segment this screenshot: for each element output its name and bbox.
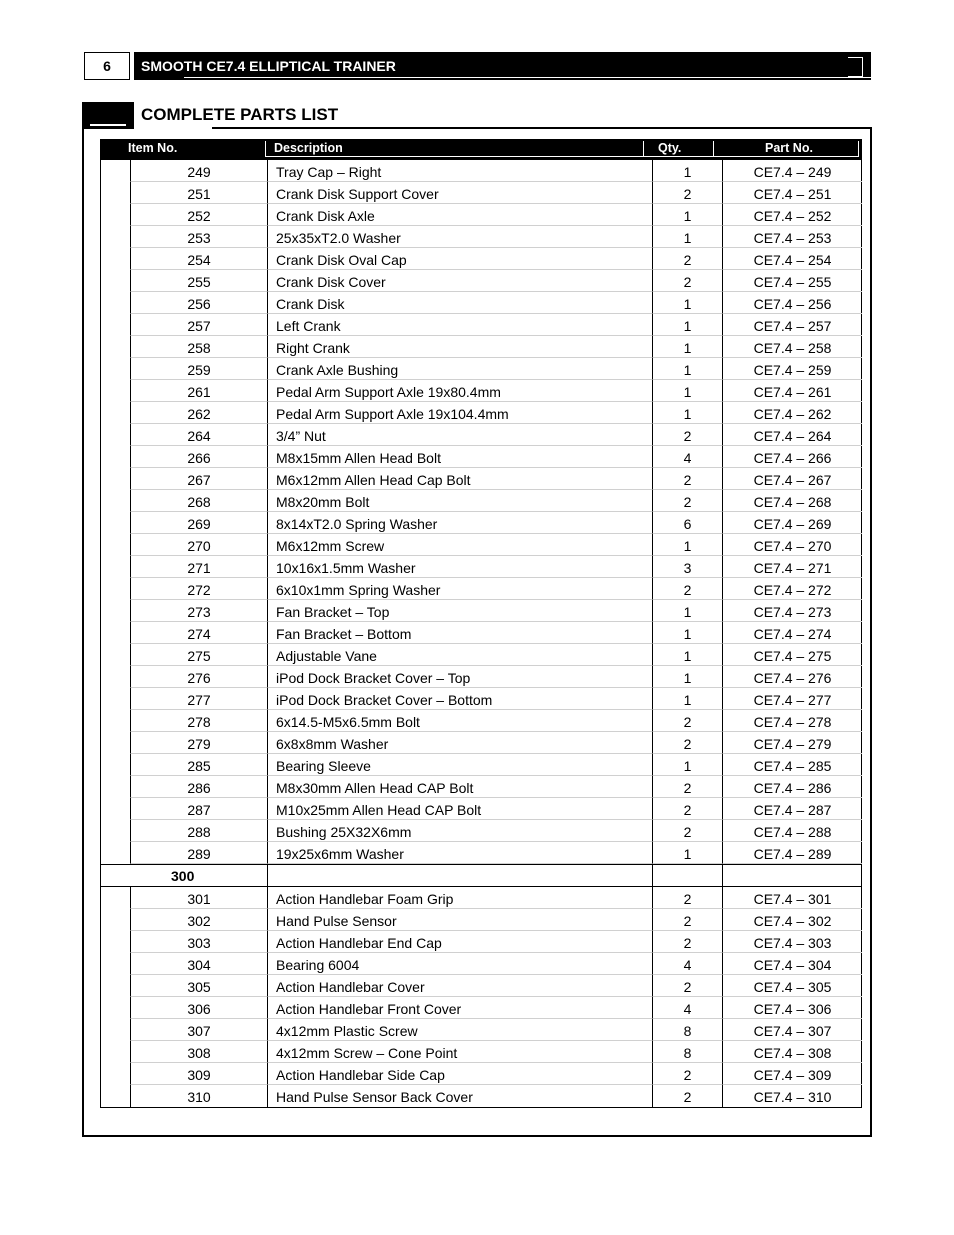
part-no-cell: CE7.4 – 288	[722, 820, 862, 842]
qty-cell: 2	[652, 424, 722, 446]
header-rule	[184, 77, 871, 78]
qty-cell: 2	[652, 975, 722, 997]
qty-cell: 1	[652, 600, 722, 622]
description-cell: Fan Bracket – Bottom	[267, 622, 652, 644]
qty-cell: 2	[652, 248, 722, 270]
table-row	[101, 204, 861, 226]
item-no-cell: 259	[130, 358, 267, 380]
table-row	[101, 336, 861, 358]
table-row	[101, 1063, 861, 1085]
description-cell: 10x16x1.5mm Washer	[267, 556, 652, 578]
table-row	[101, 798, 861, 820]
part-no-cell: CE7.4 – 267	[722, 468, 862, 490]
part-no-cell: CE7.4 – 307	[722, 1019, 862, 1041]
page-header	[84, 52, 871, 80]
description-cell: Bearing 6004	[267, 953, 652, 975]
qty-cell: 1	[652, 666, 722, 688]
item-no-cell: 267	[130, 468, 267, 490]
qty-cell: 1	[652, 622, 722, 644]
part-no-cell: CE7.4 – 277	[722, 688, 862, 710]
item-no-cell: 288	[130, 820, 267, 842]
part-no-cell: CE7.4 – 272	[722, 578, 862, 600]
qty-cell: 1	[652, 226, 722, 248]
description-cell: Action Handlebar Side Cap	[267, 1063, 652, 1085]
part-no-cell: CE7.4 – 306	[722, 997, 862, 1019]
item-no-cell: 303	[130, 931, 267, 953]
group-part-cell	[722, 865, 862, 886]
table-group-row	[101, 864, 861, 887]
description-cell: Crank Disk Axle	[267, 204, 652, 226]
table-row	[101, 909, 861, 931]
part-no-cell: CE7.4 – 252	[722, 204, 862, 226]
part-no-cell: CE7.4 – 255	[722, 270, 862, 292]
item-no-cell: 249	[130, 160, 267, 182]
description-cell: M6x12mm Allen Head Cap Bolt	[267, 468, 652, 490]
item-no-cell: 256	[130, 292, 267, 314]
description-cell: 8x14xT2.0 Spring Washer	[267, 512, 652, 534]
group-label: 300	[171, 868, 195, 884]
item-no-cell: 286	[130, 776, 267, 798]
item-no-cell: 258	[130, 336, 267, 358]
item-no-cell: 273	[130, 600, 267, 622]
item-no-cell: 285	[130, 754, 267, 776]
header-underline	[644, 156, 713, 157]
table-row	[101, 160, 861, 182]
item-no-cell: 279	[130, 732, 267, 754]
header-divider	[643, 141, 644, 157]
description-cell: 4x12mm Plastic Screw	[267, 1019, 652, 1041]
qty-cell: 1	[652, 754, 722, 776]
qty-cell: 2	[652, 798, 722, 820]
part-no-cell: CE7.4 – 301	[722, 887, 862, 909]
qty-cell: 3	[652, 556, 722, 578]
item-no-cell: 289	[130, 842, 267, 864]
item-no-cell: 261	[130, 380, 267, 402]
column-header-description: Description	[274, 141, 343, 155]
description-cell: Right Crank	[267, 336, 652, 358]
qty-cell: 2	[652, 887, 722, 909]
description-cell: M10x25mm Allen Head CAP Bolt	[267, 798, 652, 820]
item-no-cell: 307	[130, 1019, 267, 1041]
table-row	[101, 534, 861, 556]
section-tab	[82, 102, 132, 129]
table-row	[101, 820, 861, 842]
qty-cell: 1	[652, 336, 722, 358]
table-row	[101, 997, 861, 1019]
table-row	[101, 314, 861, 336]
description-cell: 6x10x1mm Spring Washer	[267, 578, 652, 600]
description-cell: 6x14.5-M5x6.5mm Bolt	[267, 710, 652, 732]
table-row	[101, 666, 861, 688]
qty-cell: 1	[652, 644, 722, 666]
qty-cell: 2	[652, 182, 722, 204]
qty-cell: 2	[652, 776, 722, 798]
part-no-cell: CE7.4 – 274	[722, 622, 862, 644]
item-no-cell: 255	[130, 270, 267, 292]
header-divider	[265, 141, 266, 157]
qty-cell: 1	[652, 534, 722, 556]
item-no-cell: 308	[130, 1041, 267, 1063]
part-no-cell: CE7.4 – 309	[722, 1063, 862, 1085]
table-row	[101, 182, 861, 204]
header-divider	[713, 141, 714, 157]
part-no-cell: CE7.4 – 259	[722, 358, 862, 380]
part-no-cell: CE7.4 – 258	[722, 336, 862, 358]
table-row	[101, 358, 861, 380]
table-row	[101, 644, 861, 666]
section-title: COMPLETE PARTS LIST	[141, 105, 339, 124]
qty-cell: 2	[652, 578, 722, 600]
part-no-cell: CE7.4 – 308	[722, 1041, 862, 1063]
section-tab-underline	[90, 124, 126, 126]
part-no-cell: CE7.4 – 268	[722, 490, 862, 512]
part-no-cell: CE7.4 – 266	[722, 446, 862, 468]
item-no-cell: 309	[130, 1063, 267, 1085]
part-no-cell: CE7.4 – 262	[722, 402, 862, 424]
item-no-cell: 262	[130, 402, 267, 424]
group-desc-cell	[267, 865, 652, 886]
qty-cell: 6	[652, 512, 722, 534]
page-number: 6	[84, 52, 130, 80]
table-row	[101, 600, 861, 622]
part-no-cell: CE7.4 – 289	[722, 842, 862, 864]
description-cell: Fan Bracket – Top	[267, 600, 652, 622]
part-no-cell: CE7.4 – 257	[722, 314, 862, 336]
table-row	[101, 622, 861, 644]
table-row	[101, 1041, 861, 1063]
qty-cell: 2	[652, 909, 722, 931]
description-cell: Left Crank	[267, 314, 652, 336]
table-row	[101, 842, 861, 864]
qty-cell: 8	[652, 1041, 722, 1063]
table-row	[101, 887, 861, 909]
description-cell: Crank Disk Support Cover	[267, 182, 652, 204]
qty-cell: 1	[652, 402, 722, 424]
part-no-cell: CE7.4 – 285	[722, 754, 862, 776]
table-row	[101, 776, 861, 798]
table-row	[101, 270, 861, 292]
qty-cell: 2	[652, 732, 722, 754]
column-header-part-no: Part No.	[765, 141, 813, 155]
part-no-cell: CE7.4 – 270	[722, 534, 862, 556]
qty-cell: 1	[652, 380, 722, 402]
table-row	[101, 380, 861, 402]
table-row	[101, 424, 861, 446]
table-row	[101, 402, 861, 424]
table-body	[100, 160, 862, 1108]
table-header	[100, 139, 862, 160]
part-no-cell: CE7.4 – 271	[722, 556, 862, 578]
table-row	[101, 1085, 861, 1107]
header-underline	[714, 156, 858, 157]
part-no-cell: CE7.4 – 264	[722, 424, 862, 446]
description-cell: M6x12mm Screw	[267, 534, 652, 556]
qty-cell: 8	[652, 1019, 722, 1041]
manual-title: SMOOTH CE7.4 ELLIPTICAL TRAINER	[141, 58, 396, 74]
qty-cell: 2	[652, 820, 722, 842]
description-cell: Tray Cap – Right	[267, 160, 652, 182]
part-no-cell: CE7.4 – 278	[722, 710, 862, 732]
item-no-cell: 301	[130, 887, 267, 909]
part-no-cell: CE7.4 – 261	[722, 380, 862, 402]
item-no-cell: 252	[130, 204, 267, 226]
part-no-cell: CE7.4 – 249	[722, 160, 862, 182]
item-no-cell: 257	[130, 314, 267, 336]
description-cell: Pedal Arm Support Axle 19x104.4mm	[267, 402, 652, 424]
table-row	[101, 1019, 861, 1041]
part-no-cell: CE7.4 – 256	[722, 292, 862, 314]
qty-cell: 1	[652, 358, 722, 380]
description-cell: Adjustable Vane	[267, 644, 652, 666]
manual-title-bar	[134, 52, 871, 80]
description-cell: Action Handlebar Foam Grip	[267, 887, 652, 909]
description-cell: 4x12mm Screw – Cone Point	[267, 1041, 652, 1063]
qty-cell: 1	[652, 204, 722, 226]
group-qty-cell	[652, 865, 722, 886]
description-cell: Bushing 25X32X6mm	[267, 820, 652, 842]
description-cell: Hand Pulse Sensor	[267, 909, 652, 931]
description-cell: Pedal Arm Support Axle 19x80.4mm	[267, 380, 652, 402]
part-no-cell: CE7.4 – 303	[722, 931, 862, 953]
qty-cell: 4	[652, 953, 722, 975]
item-no-cell: 270	[130, 534, 267, 556]
item-no-cell: 271	[130, 556, 267, 578]
part-no-cell: CE7.4 – 275	[722, 644, 862, 666]
description-cell: iPod Dock Bracket Cover – Bottom	[267, 688, 652, 710]
table-row	[101, 512, 861, 534]
description-cell: Crank Disk	[267, 292, 652, 314]
part-no-cell: CE7.4 – 251	[722, 182, 862, 204]
table-row	[101, 975, 861, 997]
item-no-cell: 287	[130, 798, 267, 820]
qty-cell: 1	[652, 314, 722, 336]
qty-cell: 1	[652, 292, 722, 314]
qty-cell: 1	[652, 160, 722, 182]
item-no-cell: 268	[130, 490, 267, 512]
qty-cell: 1	[652, 842, 722, 864]
table-row	[101, 732, 861, 754]
description-cell: Crank Disk Oval Cap	[267, 248, 652, 270]
description-cell: 6x8x8mm Washer	[267, 732, 652, 754]
description-cell: Crank Disk Cover	[267, 270, 652, 292]
column-header-item-no: Item No.	[128, 141, 178, 155]
item-no-cell: 272	[130, 578, 267, 600]
header-bar-corner	[848, 57, 863, 77]
table-row	[101, 468, 861, 490]
item-no-cell: 276	[130, 666, 267, 688]
qty-cell: 2	[652, 468, 722, 490]
part-no-cell: CE7.4 – 269	[722, 512, 862, 534]
part-no-cell: CE7.4 – 286	[722, 776, 862, 798]
table-row	[101, 446, 861, 468]
item-no-cell: 266	[130, 446, 267, 468]
table-row	[101, 248, 861, 270]
item-no-cell: 305	[130, 975, 267, 997]
header-underline	[266, 156, 643, 157]
column-header-qty: Qty.	[658, 141, 682, 155]
part-no-cell: CE7.4 – 279	[722, 732, 862, 754]
description-cell: M8x30mm Allen Head CAP Bolt	[267, 776, 652, 798]
item-no-cell: 304	[130, 953, 267, 975]
table-row	[101, 931, 861, 953]
item-no-cell: 306	[130, 997, 267, 1019]
item-no-cell: 251	[130, 182, 267, 204]
item-no-cell: 310	[130, 1085, 267, 1107]
item-no-cell: 278	[130, 710, 267, 732]
table-row	[101, 292, 861, 314]
part-no-cell: CE7.4 – 287	[722, 798, 862, 820]
header-divider	[858, 141, 859, 157]
item-no-cell: 277	[130, 688, 267, 710]
qty-cell: 2	[652, 931, 722, 953]
section-tab-separator	[132, 102, 134, 129]
description-cell: iPod Dock Bracket Cover – Top	[267, 666, 652, 688]
qty-cell: 2	[652, 1063, 722, 1085]
part-no-cell: CE7.4 – 305	[722, 975, 862, 997]
description-cell: M8x20mm Bolt	[267, 490, 652, 512]
item-no-cell: 302	[130, 909, 267, 931]
qty-cell: 1	[652, 688, 722, 710]
description-cell: 25x35xT2.0 Washer	[267, 226, 652, 248]
item-no-cell: 274	[130, 622, 267, 644]
description-cell: 3/4” Nut	[267, 424, 652, 446]
description-cell: 19x25x6mm Washer	[267, 842, 652, 864]
item-no-cell: 275	[130, 644, 267, 666]
description-cell: Action Handlebar End Cap	[267, 931, 652, 953]
part-no-cell: CE7.4 – 273	[722, 600, 862, 622]
part-no-cell: CE7.4 – 302	[722, 909, 862, 931]
table-row	[101, 953, 861, 975]
part-no-cell: CE7.4 – 276	[722, 666, 862, 688]
part-no-cell: CE7.4 – 253	[722, 226, 862, 248]
table-row	[101, 710, 861, 732]
description-cell: Action Handlebar Cover	[267, 975, 652, 997]
item-no-cell: 254	[130, 248, 267, 270]
part-no-cell: CE7.4 – 310	[722, 1085, 862, 1107]
item-no-cell: 253	[130, 226, 267, 248]
table-row	[101, 226, 861, 248]
table-row	[101, 490, 861, 512]
table-row	[101, 556, 861, 578]
part-no-cell: CE7.4 – 304	[722, 953, 862, 975]
qty-cell: 4	[652, 997, 722, 1019]
description-cell: Hand Pulse Sensor Back Cover	[267, 1085, 652, 1107]
qty-cell: 2	[652, 710, 722, 732]
item-no-cell: 264	[130, 424, 267, 446]
part-no-cell: CE7.4 – 254	[722, 248, 862, 270]
table-row	[101, 754, 861, 776]
description-cell: Action Handlebar Front Cover	[267, 997, 652, 1019]
table-row	[101, 688, 861, 710]
qty-cell: 2	[652, 1085, 722, 1107]
description-cell: M8x15mm Allen Head Bolt	[267, 446, 652, 468]
table-row	[101, 578, 861, 600]
description-cell: Bearing Sleeve	[267, 754, 652, 776]
qty-cell: 2	[652, 270, 722, 292]
description-cell: Crank Axle Bushing	[267, 358, 652, 380]
parts-table	[100, 139, 862, 1108]
qty-cell: 2	[652, 490, 722, 512]
item-no-cell: 269	[130, 512, 267, 534]
qty-cell: 4	[652, 446, 722, 468]
